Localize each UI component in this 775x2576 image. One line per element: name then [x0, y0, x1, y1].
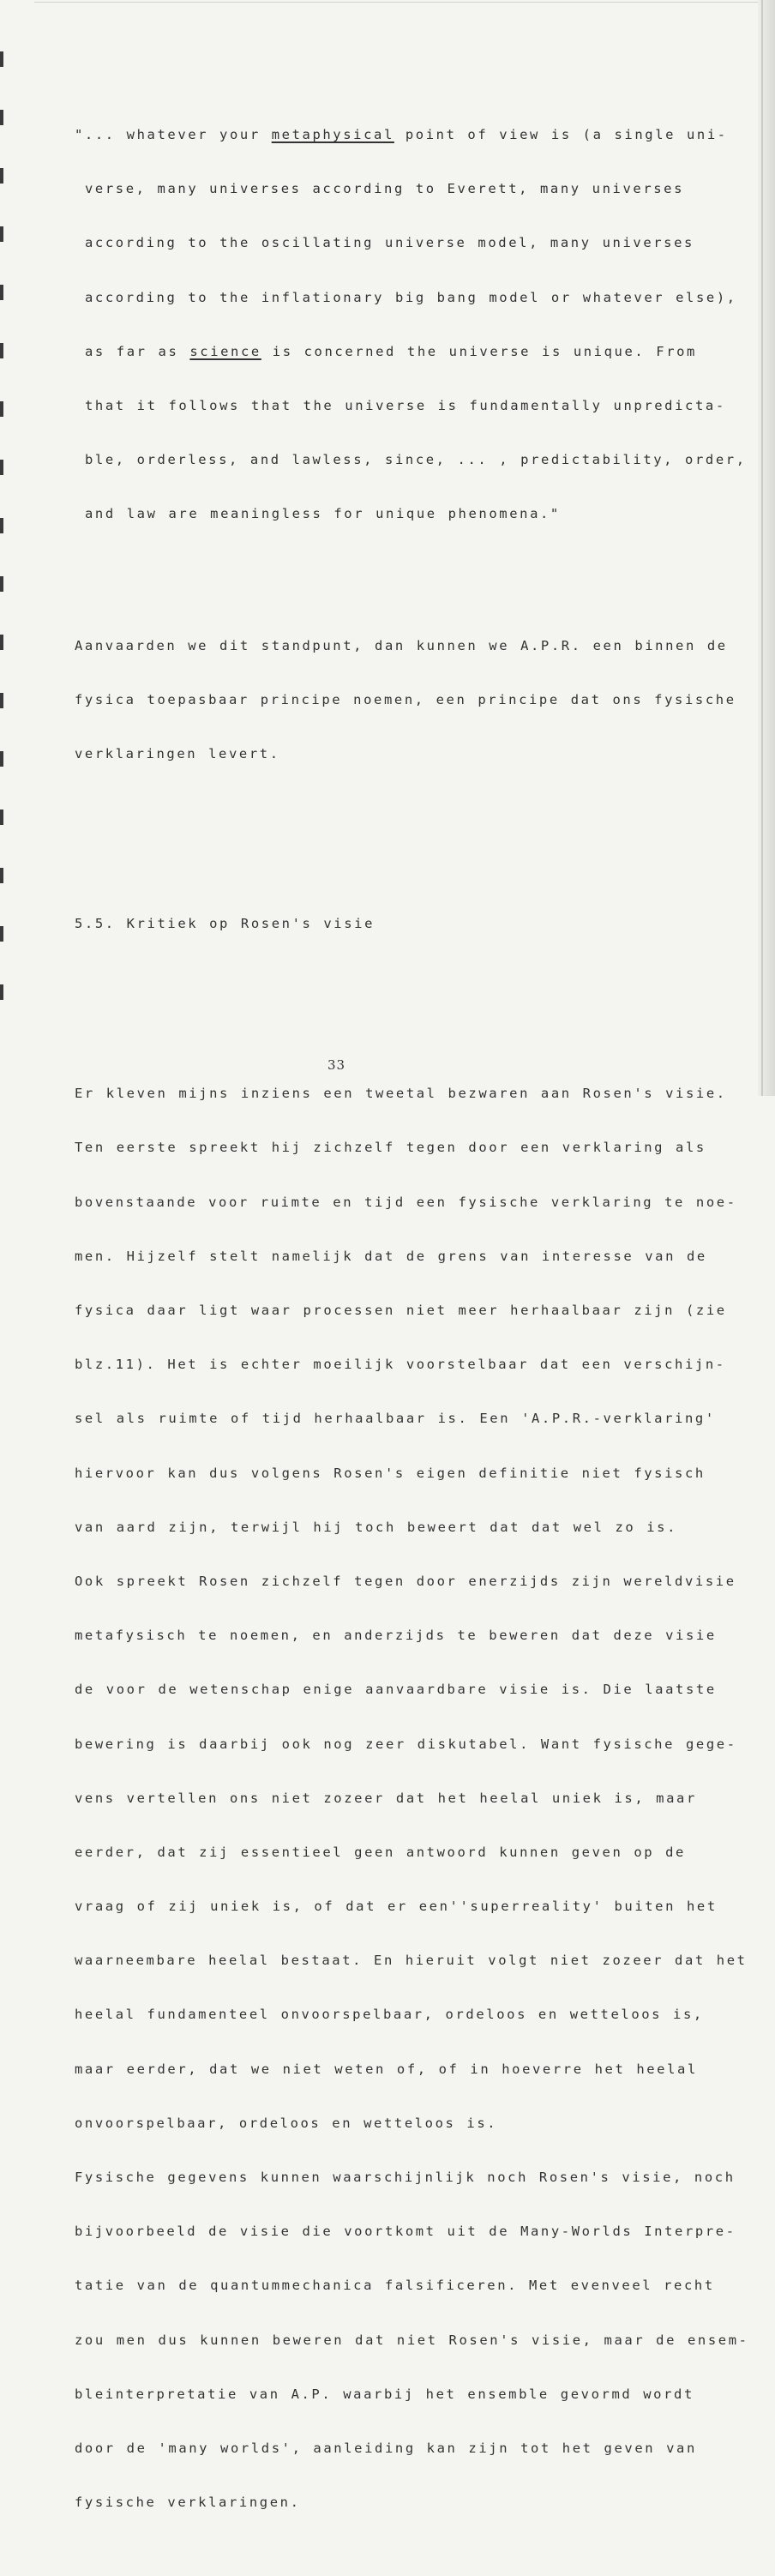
body-line: heelal fundamenteel onvoorspelbaar, ordeloos en wetteloos is,: [75, 2007, 704, 2023]
quote-line: according to the oscillating universe model, many universes: [85, 235, 694, 251]
underlined-science: science: [189, 343, 261, 359]
body-line: de voor de wetenschap enige aanvaardbare visie is. Die laatste: [75, 1682, 717, 1698]
body-line: waarneembare heelal bestaat. En hieruit volgt niet zozeer dat het: [75, 1953, 748, 1969]
body-line: maar eerder, dat we niet weten of, of in hoeverre het heelal: [75, 2061, 698, 2077]
body-line: blz.11). Het is echter moeilijk voorstelbaar dat een verschijn-: [75, 1357, 726, 1373]
quote-text: "... whatever your: [75, 127, 272, 142]
quote-line: [75, 123, 728, 147]
quote-line: [75, 340, 709, 364]
body-line: zou men dus kunnen beweren dat niet Rosen's visie, maar de ensem-: [75, 2332, 749, 2348]
body-line: vraag of zij uniek is, of dat er een''superreality' buiten het: [75, 1899, 718, 1915]
body-line: tatie van de quantummechanica falsificeren. Met evenveel recht: [75, 2278, 715, 2294]
body-line: bijvoorbeeld de visie die voortkomt uit de Many-Worlds Interpre-: [75, 2224, 736, 2240]
paragraph-line: fysica toepasbaar principe noemen, een principe dat ons fysische: [75, 691, 736, 707]
typed-text-block: [75, 62, 749, 2576]
underlined-metaphysical: metaphysical: [271, 127, 394, 142]
quote-line: ble, orderless, and lawless, since, ... , predictability, order,: [85, 452, 747, 468]
paragraph-line: verklaringen levert.: [75, 745, 280, 761]
body-line: bewering is daarbij ook nog zeer diskutabel. Want fysische gege-: [75, 1736, 737, 1752]
body-line: sel als ruimte of tijd herhaalbaar is. Een 'A.P.R.-verklaring': [75, 1411, 716, 1427]
body-line: metafysisch te noemen, en anderzijds te beweren dat deze visie: [75, 1628, 717, 1644]
paragraph-after-quote: [75, 604, 736, 797]
quote-text: is concerned the universe is unique. From: [261, 343, 697, 359]
body-line: door de 'many worlds', aanleiding kan zijn tot het geven van: [75, 2440, 697, 2456]
body-line: vens vertellen ons niet zozeer dat het heelal uniek is, maar: [75, 1790, 697, 1806]
quote-text: as far as: [85, 343, 190, 359]
rosen-quote: [75, 93, 747, 557]
paper-right-edge: [758, 0, 775, 1096]
body-line: bleinterpretatie van A.P. waarbij het ensemble gevormd wordt: [75, 2386, 694, 2402]
body-line: men. Hijzelf stelt namelijk dat de grens van interesse van de: [75, 1248, 707, 1264]
quote-line: that it follows that the universe is fundamentally unpredicta-: [85, 397, 726, 413]
body-line: bovenstaande voor ruimte en tijd een fysische verklaring te noe-: [75, 1194, 737, 1210]
body-line: Fysische gegevens kunnen waarschijnlijk noch Rosen's visie, noch: [75, 2170, 736, 2185]
paragraph-line: Aanvaarden we dit standpunt, dan kunnen we A.P.R. een binnen de: [75, 637, 728, 653]
critique-body: [75, 1051, 749, 2545]
binding-hole-marks: [0, 0, 7, 1096]
spacer: [75, 843, 709, 866]
quote-line: and law are meaningless for unique phenomena.": [85, 506, 561, 522]
body-line: fysische verklaringen.: [75, 2495, 301, 2511]
body-line: Er kleven mijns inziens een tweetal bezwaren aan Rosen's visie.: [75, 1086, 727, 1102]
body-line: eerder, dat zij essentieel geen antwoord kunnen geven op de: [75, 1844, 686, 1860]
spacer: [75, 982, 709, 1005]
body-line: fysica daar ligt waar processen niet meer herhaalbaar zijn (zie: [75, 1303, 727, 1318]
body-line: onvoorspelbaar, ordeloos en wetteloos is.: [75, 2115, 498, 2131]
section-heading: 5.5. Kritiek op Rosen's visie: [75, 916, 375, 932]
top-edge-rule: [34, 2, 758, 3]
quote-text: point of view is (a single uni-: [394, 127, 728, 142]
page-number: 33: [327, 1057, 346, 1073]
quote-line: according to the inflationary big bang model or whatever else),: [85, 289, 737, 305]
body-line: van aard zijn, terwijl hij toch beweert dat dat wel zo is.: [75, 1519, 678, 1535]
body-line: Ten eerste spreekt hij zichzelf tegen door een verklaring als: [75, 1140, 706, 1156]
body-line: Ook spreekt Rosen zichzelf tegen door enerzijds zijn wereldvisie: [75, 1573, 736, 1589]
body-line: hiervoor kan dus volgens Rosen's eigen definitie niet fysisch: [75, 1465, 706, 1481]
quote-line: verse, many universes according to Everett, many universes: [85, 181, 685, 197]
